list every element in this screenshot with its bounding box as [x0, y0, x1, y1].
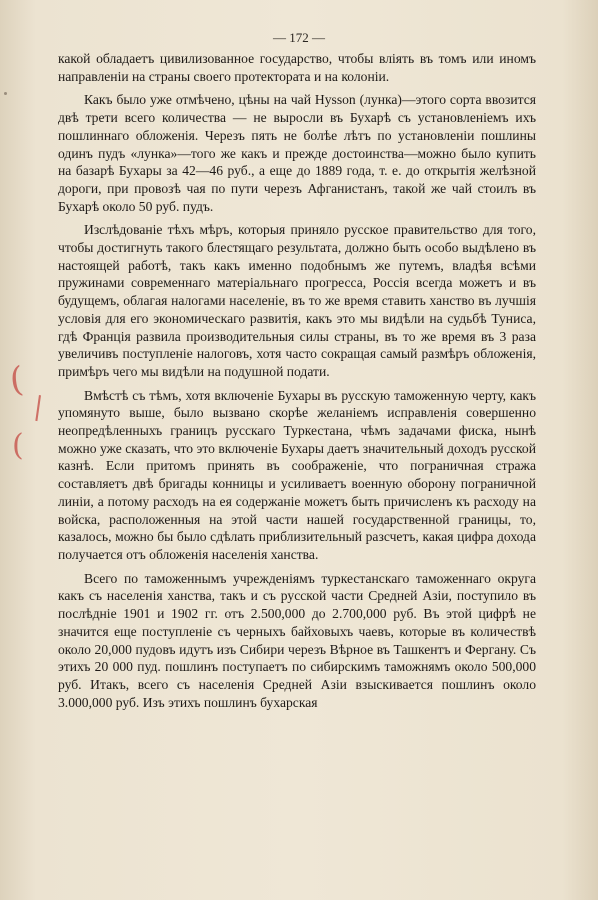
ink-dot — [4, 92, 7, 95]
margin-annotation: ( — [7, 359, 26, 401]
paragraph-2: Какъ было уже отмѣчено, цѣны на чай Hysson (лунка)—этого сорта ввозится двѣ трети всего количества — не выросли въ Бухарѣ съ установленіемъ ихъ пошлиннаго обложенія. Черезъ пять не болѣе лѣтъ по установленіи пошлины одинъ пудъ «лунка»—того же какъ и прежде достоинства—можно было купить на базарѣ Бухары за 42—46 руб., а еще до 1889 года, т. е. до открытія желѣзной дороги, при провозѣ чая по пути черезъ Афганистанъ, такой же чай стоилъ въ Бухарѣ около 50 руб. пудъ. — [58, 92, 536, 214]
paragraph-3: Изслѣдованіе тѣхъ мѣръ, которыя приняло русское правительство для того, чтобы достигнуть такого блестящаго результата, должно быть особо выдѣлено въ настоящей работѣ, такъ какъ именно подобнымъ же путемъ, владѣя всѣми пружинами современнаго матеріальнаго прогресса, Россія всегда можетъ и въ будущемъ, облагая налогами населеніе, въ то же время ставить ханство въ лучшія условія для его экономическаго развитія, какъ это мы видѣли на судьбѣ Туниса, гдѣ Франція развила производительныя силы страны, въ то же время въ 3 раза увеличивъ поступленіе налоговъ, хотя часто сокращая самый размѣръ обложенія, примѣръ чего мы видѣли на подушной подати. — [58, 222, 536, 379]
margin-annotation: ( — [12, 428, 24, 463]
page-number: — 172 — — [273, 30, 325, 45]
body-text — [58, 50, 536, 717]
paragraph-1: какой обладаетъ цивилизованное государство, чтобы вліять въ томъ или иномъ направленіи на страны своего протектората и на колоніи. — [58, 51, 536, 84]
paragraph-5: Всего по таможеннымъ учрежденіямъ туркестанскаго таможеннаго округа какъ съ населенія ханства, такъ и съ русской части Средней Азіи, поступило въ послѣдніе 1901 и 1902 гг. отъ 2.500,000 до 2.700,000 руб. Въ этой цифрѣ не значится еще поступленіе съ черныхъ байховыхъ чаевъ, которые въ количествѣ около 20,000 пудовъ идутъ изъ Сибири черезъ Вѣрное въ Ташкентъ и Фергану. Съ этихъ 20 000 пуд. пошлинъ поступаетъ по сибирскимъ таможнямъ около 500,000 руб. Итакъ, всего съ населенія Средней Азіи взыскивается пошлинъ около 3.000,000 руб. Изъ этихъ пошлинъ бухарская — [58, 570, 536, 710]
paragraph-4: Вмѣстѣ съ тѣмъ, хотя включеніе Бухары въ русскую таможенную черту, какъ упомянуто выше, было вызвано скорѣе желаніемъ исправленія совершенно неопредѣленныхъ границъ русскаго Туркестана, чѣмъ задачами фиска, нынѣ можно уже сказать, что это включеніе Бухары даетъ значительный доходъ русской казнѣ. Если притомъ принять въ соображеніе, что пограничная стража составляетъ двѣ бригады конницы и усиливаетъ военную оборону пограничной линіи, а потому расходъ на ея содержаніе можетъ быть причисленъ къ расходу на войска, расположенныя на этой части нашей государственной границы, то, казалось, можно бы было сдѣлать приблизительный разсчетъ, какая цифра дохода получается отъ обложенія населенія ханства. — [58, 387, 536, 562]
margin-annotation: | — [31, 391, 45, 423]
